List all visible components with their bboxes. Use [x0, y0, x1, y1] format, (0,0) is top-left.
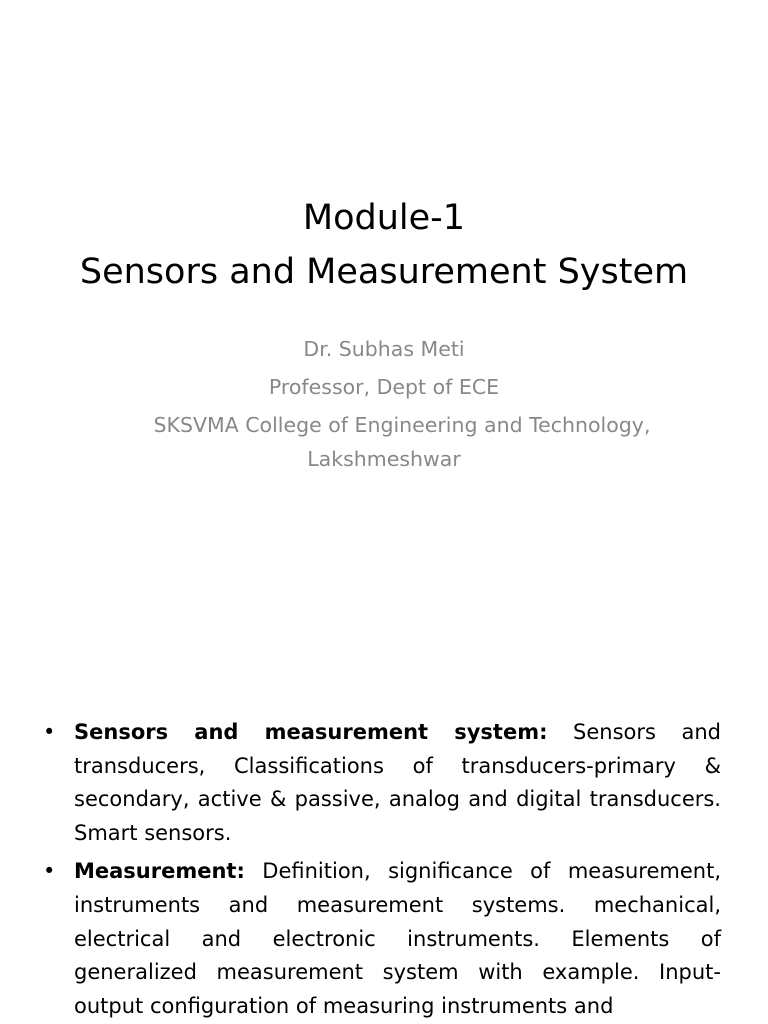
author-designation: Professor, Dept of ECE [268, 375, 500, 399]
bullet-dot-icon: • [43, 720, 56, 744]
bullet-heading: Measurement: [74, 859, 245, 884]
bullet-list [0, 716, 768, 1024]
bullet-item-sensors [43, 716, 721, 850]
slide-title-module: Module-1 [302, 198, 466, 238]
bullet-text: Definition, significance of measurement, instruments and measurement systems. mechanical, electrical and electronic instruments. Elements of generalized measurement system with example. Input-output configuration of measuring instruments and [74, 859, 721, 1018]
bullet-item-measurement [43, 855, 721, 1023]
bullet-dot-icon: • [43, 859, 56, 884]
institution-location: Lakshmeshwar [307, 447, 461, 471]
slide-title-topic: Sensors and Measurement System [79, 252, 689, 292]
author-name: Dr. Subhas Meti [303, 337, 465, 361]
bullet-heading: Sensors and measurement system: [74, 720, 548, 744]
institution-name: SKSVMA College of Engineering and Technology, [153, 413, 651, 437]
bullet-text: Sensors and transducers, Classifications of transducers-primary & secondary, active & passive, analog and digital transducers. Smart sensors. [74, 720, 721, 845]
content-slide [0, 690, 768, 1024]
